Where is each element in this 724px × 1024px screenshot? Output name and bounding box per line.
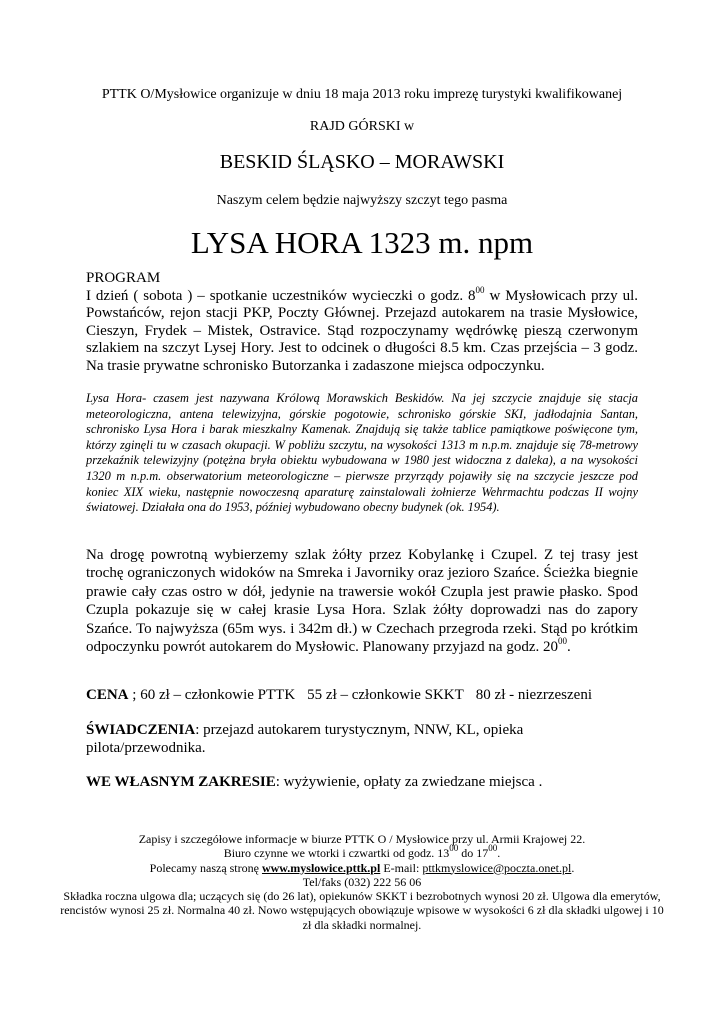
program-text-start: I dzień ( sobota ) – spotkanie uczestników wycieczki o godz. 8 (86, 287, 476, 304)
region-title: BESKID ŚLĄSKO – MORAWSKI (219, 151, 505, 173)
hours-text: Biuro czynne we wtorki i czwartki od godz. 13 (223, 846, 450, 861)
footer-fees: Składka roczna ulgowa dla; uczących się (do 26 lat), opiekunów SKKT i bezrobotnych wynosi 20 zł. Ulgowa dla emerytów, rencistów wynosi 25 zł. Normalna 40 zł. Nowo wstępujących obowiązuje wpisowe w wysokości 6 zł dla składki ulgowej i 10 zł dla składki normalnej. (60, 889, 664, 932)
price-label: CENA (86, 687, 129, 703)
hours-end: . (497, 846, 501, 861)
intro-line: PTTK O/Mysłowice organizuje w dniu 18 maja 2013 roku imprezę turystyki kwalifikowanej (101, 87, 623, 102)
return-trip-end: . (566, 639, 571, 656)
footer-registration: Zapisy i szczegółowe informacje w biurze PTTK O / Mysłowice przy ul. Armii Krajowej 22. (138, 832, 586, 846)
return-trip-paragraph (86, 546, 638, 656)
hours-sup-close: 00 (488, 843, 498, 854)
email-link[interactable]: pttkmyslowice@poczta.onet.pl (422, 860, 572, 875)
footer (60, 832, 664, 932)
price-other: 80 zł - niezrzeszeni (475, 687, 592, 703)
mountain-description (86, 391, 638, 516)
return-trip-section (86, 546, 638, 656)
program-day-one (86, 284, 638, 376)
hours-to: do 17 (458, 846, 489, 861)
program-label: PROGRAM (86, 270, 161, 286)
price-line (86, 686, 646, 704)
return-trip-text: Na drogę powrotną wybierzemy szlak żółty przez Kobylankę i Czupel. Z tej trasy jest trochę ograniczonych widoków na Smreka i Javorniky oraz jezioro Szańce. Ścieżka biegnie prawie cały czas ostro w dół, jedynie na trawersie wokół Czupla jest prawie płasko. Spod Czupla pokazuje się w całej krasie Lysa Hora. Szlak żółty doprowadzi nas do zapory Szańce. To najwyższa (65m wys. i 342m dł.) w Czechach przegroda rzeki. Stąd po krótkim odpoczynku powrót autokarem do Mysłowic. Planowany przyjazd na godz. 20 (86, 547, 638, 656)
own-cost-label: WE WŁASNYM ZAKRESIE (86, 774, 276, 790)
services-label: ŚWIADCZENIA (86, 722, 196, 738)
price-separator: ; (128, 687, 141, 703)
website-link[interactable]: www.myslowice.pttk.pl (261, 860, 381, 875)
own-cost-text: : wyżywienie, opłaty za zwiedzane miejsca . (275, 774, 543, 790)
footer-hours (60, 843, 664, 861)
hours-sup-open: 00 (449, 843, 459, 854)
price-pttk: 60 zł – członkowie PTTK (140, 687, 296, 703)
program-time-sup: 00 (475, 284, 485, 295)
services-text: : przejazd autokarem turystycznym, NNW, KL, opieka pilota/przewodnika. (86, 722, 524, 756)
program-section (86, 270, 638, 375)
footer-contact (60, 861, 664, 875)
program-text-rest: w Mysłowicach przy ul. Powstańców, rejon stacji PKP, Poczty Głównej. Przejazd autokarem na trasie Mysłowice, Cieszyn, Frydek – Mistek, Ostravice. Stąd rozpoczynamy wędrówkę pieszą czerwonym szlakiem na szczyt Lysej Hory. Jest to odcinek o długości 8.5 km. Czas przejścia – 3 godz. Na trasie prywatne schronisko Butorzanka i zadaszone miejsca odpoczynku. (86, 287, 638, 374)
description-text: Lysa Hora- czasem jest nazywana Królową Morawskich Beskidów. Na jej szczycie znajduje się stacja meteorologiczna, antena telewizyjna, górskie pogotowie, schronisko górskie SKI, jadłodajnia Santan, schronisko Lysa Hora i barak mieszkalny Kamenak. Znajdują się także tablice pamiątkowe poświęcone tym, którzy zginęli tu w czasach okupacji. W pobliżu szczytu, na wysokości 1313 m n.p.m. znajduje się 78-metrowy przekaźnik telewizyjny (potężna bryła obiektu wybudowana w 1980 jest widoczna z daleka), a na wysokości 1320 m n.p.m. obserwatorium meteorologiczne – pierwsze przyrządy pojawiły się na szczycie jeszcze pod koniec XIX wieku, następnie nowoczesną aparaturę zainstalowali żołnierze Wehrmachtu podczas II wojny światowej. Działała ona do 1953, później wybudowano obecny budynek (ok. 1954). (86, 391, 638, 515)
website-intro: Polecamy naszą stronę (149, 860, 262, 875)
goal-line: Naszym celem będzie najwyższy szczyt tego pasma (216, 193, 508, 208)
price-skkt: 55 zł – członkowie SKKT (307, 687, 464, 703)
footer-phone: Tel/faks (032) 222 56 06 (302, 874, 422, 889)
email-intro: E-mail: (380, 860, 423, 875)
own-cost-line (86, 773, 646, 791)
return-time-sup: 00 (557, 636, 567, 647)
peak-title: LYSA HORA 1323 m. npm (190, 225, 534, 260)
contact-end: . (571, 860, 575, 875)
event-type: RAJD GÓRSKI w (309, 119, 415, 134)
services-line (86, 721, 646, 757)
